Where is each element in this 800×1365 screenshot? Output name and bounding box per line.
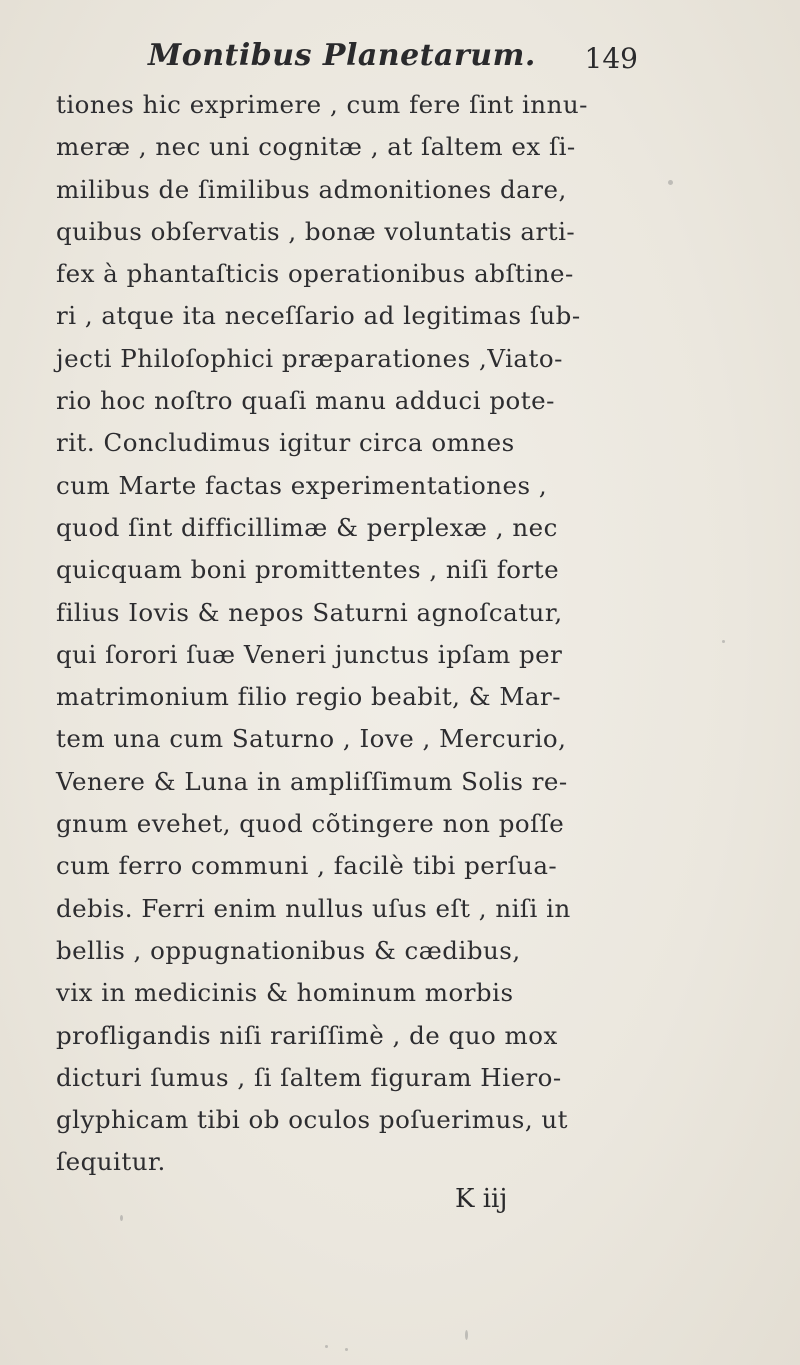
paper-speck [345, 1348, 348, 1351]
paper-speck [668, 180, 673, 185]
text-line: vix in medicinis & hominum morbis [56, 978, 514, 1008]
text-line: tem una cum Saturno , Iove , Mercurio, [56, 724, 567, 754]
body-text [56, 84, 656, 1184]
text-line: milibus de ſimilibus admonitiones dare, [56, 174, 567, 204]
text-line: gnum evehet, quod cõtingere non poſſe [56, 809, 565, 839]
text-line: cum Marte factas experimentationes , [56, 470, 548, 500]
text-line: filius Iovis & nepos Saturni agnoſcatur, [56, 597, 563, 627]
paper-speck [120, 1215, 123, 1221]
text-line: ſequitur. [56, 1147, 166, 1177]
text-line: debis. Ferri enim nullus uſus eſt , niſi in [56, 893, 571, 923]
text-line: qui ſorori ſuæ Veneri junctus ipſam per [56, 639, 563, 669]
text-line: quod ſint difficillimæ & perplexæ , nec [56, 512, 558, 542]
text-line: glyphicam tibi ob oculos poſuerimus, ut [56, 1105, 569, 1135]
text-line: dicturi ſumus , ſi ſaltem figuram Hiero- [56, 1062, 562, 1092]
paper-speck [722, 640, 725, 643]
running-title: Montibus Planetarum. [148, 38, 536, 73]
text-line: profligandis niſi rariſſimè , de quo mox [56, 1020, 558, 1050]
text-line: matrimonium filio regio beabit, & Mar- [56, 682, 562, 712]
text-line: jecti Philoſophici præparationes ,Viato- [56, 343, 563, 373]
paper-speck [465, 1330, 468, 1340]
text-line: rio hoc noſtro quaſi manu adduci pote- [56, 386, 555, 416]
text-line: tiones hic exprimere , cum fere ſint innu- [56, 90, 588, 119]
text-line: bellis , oppugnationibus & cædibus, [56, 935, 521, 965]
text-line: cum ferro communi , facilè tibi perſua- [56, 851, 558, 881]
paper-speck [325, 1345, 328, 1348]
running-head [148, 38, 708, 78]
page-number: 149 [584, 42, 638, 75]
signature-mark: K iij [455, 1184, 508, 1214]
text-line: meræ , nec uni cognitæ , at ſaltem ex ſi- [56, 132, 576, 162]
text-line: Venere & Luna in ampliſſimum Solis re- [56, 766, 568, 796]
text-line: quibus obſervatis , bonæ voluntatis arti- [56, 216, 576, 246]
text-line: quicquam boni promittentes , niſi forte [56, 555, 560, 585]
text-line: fex à phantaſticis operationibus abſtine- [56, 259, 574, 289]
text-line: ri , atque ita neceſſario ad legitimas ſub- [56, 301, 581, 331]
text-line: rit. Concludimus igitur circa omnes [56, 428, 515, 458]
